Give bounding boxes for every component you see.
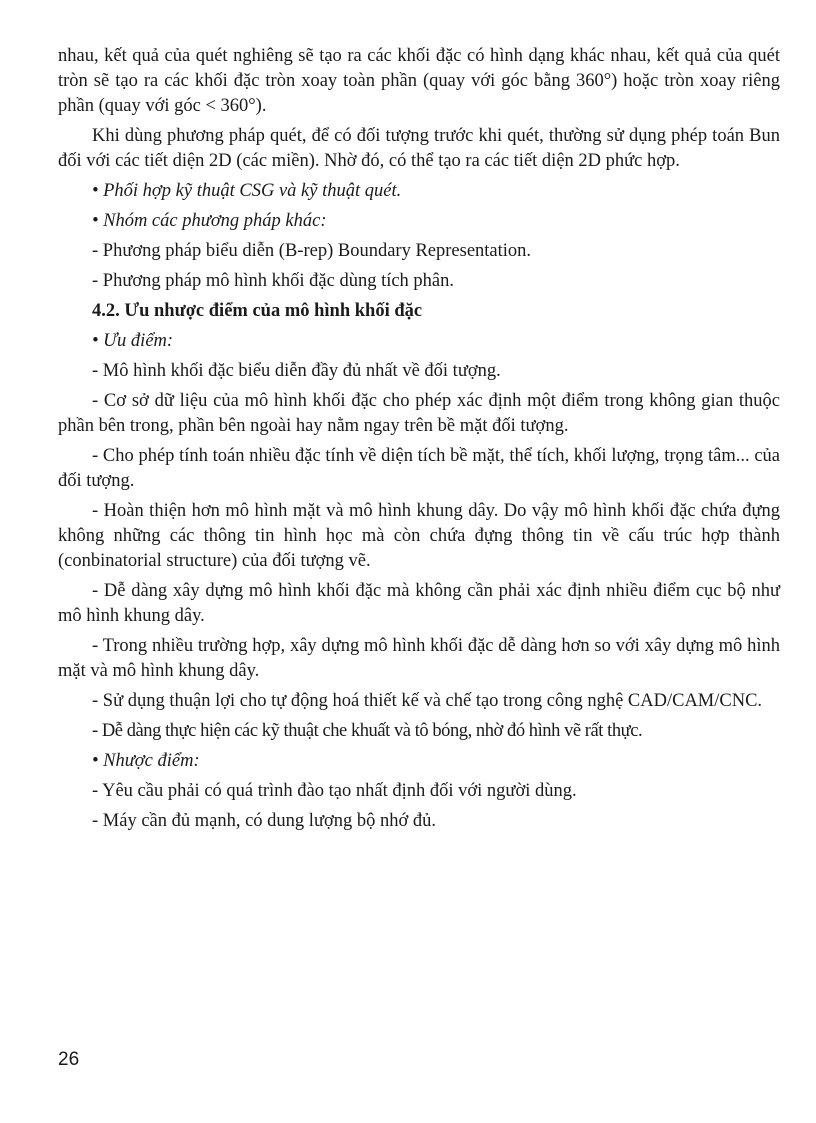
bullet-disadvantages: • Nhược điểm: [92, 751, 200, 771]
list-item-brep: - Phương pháp biểu diễn (B-rep) Boundary Representation. [92, 241, 532, 261]
list-item-advantage-2: - Cơ sở dữ liệu của mô hình khối đặc cho phép xác định một điểm trong không gian thuộc phần bên trong, phần bên ngoài hay nằm ngay trên bề mặt đối tượng. [58, 391, 780, 436]
list-item-advantage-7: - Sử dụng thuận lợi cho tự động hoá thiết kế và chế tạo trong công nghệ CAD/CAM/CNC. [92, 691, 763, 711]
list-item-advantage-6: - Trong nhiều trường hợp, xây dựng mô hình khối đặc dễ dàng hơn so với xây dựng mô hình mặt và mô hình khung dây. [58, 636, 780, 681]
page-body [58, 44, 780, 839]
list-item-advantage-3: - Cho phép tính toán nhiều đặc tính về diện tích bề mặt, thể tích, khối lượng, trọng tâm... của đối tượng. [58, 446, 780, 491]
bullet-csg-sweep: • Phối hợp kỹ thuật CSG và kỹ thuật quét. [92, 181, 402, 201]
bullet-other-methods: • Nhóm các phương pháp khác: [92, 211, 327, 231]
paragraph-sweep-method: Khi dùng phương pháp quét, để có đối tượng trước khi quét, thường sử dụng phép toán Bun đối với các tiết diện 2D (các miền). Nhờ đó, có thể tạo ra các tiết diện 2D phức hợp. [58, 126, 780, 171]
list-item-advantage-4: - Hoàn thiện hơn mô hình mặt và mô hình khung dây. Do vậy mô hình khối đặc chứa đựng không những các thông tin hình học mà còn chứa đựng thông tin về cấu trúc hợp thành (conbinatorial structure) của đối tượng vẽ. [58, 501, 780, 571]
list-item-disadvantage-2: - Máy cần đủ mạnh, có dung lượng bộ nhớ đủ. [92, 811, 437, 831]
list-item-advantage-5: - Dễ dàng xây dựng mô hình khối đặc mà không cần phải xác định nhiều điểm cục bộ như mô hình khung dây. [58, 581, 780, 626]
bullet-advantages: • Ưu điểm: [92, 331, 174, 351]
paragraph-continuation: nhau, kết quả của quét nghiêng sẽ tạo ra các khối đặc có hình dạng khác nhau, kết quả của quét tròn sẽ tạo ra các khối đặc tròn xoay toàn phần (quay với góc bằng 360°) hoặc tròn xoay riêng phần (quay với góc < 360°). [58, 46, 780, 116]
section-heading: 4.2. Ưu nhược điểm của mô hình khối đặc [92, 301, 423, 321]
page-number: 26 [58, 1049, 80, 1070]
list-item-advantage-1: - Mô hình khối đặc biểu diễn đầy đủ nhất về đối tượng. [92, 361, 501, 381]
list-item-disadvantage-1: - Yêu cầu phải có quá trình đào tạo nhất định đối với người dùng. [92, 781, 577, 801]
list-item-integral: - Phương pháp mô hình khối đặc dùng tích phân. [92, 271, 455, 291]
list-item-advantage-8: - Dễ dàng thực hiện các kỹ thuật che khuất và tô bóng, nhờ đó hình vẽ rất thực. [92, 721, 643, 741]
